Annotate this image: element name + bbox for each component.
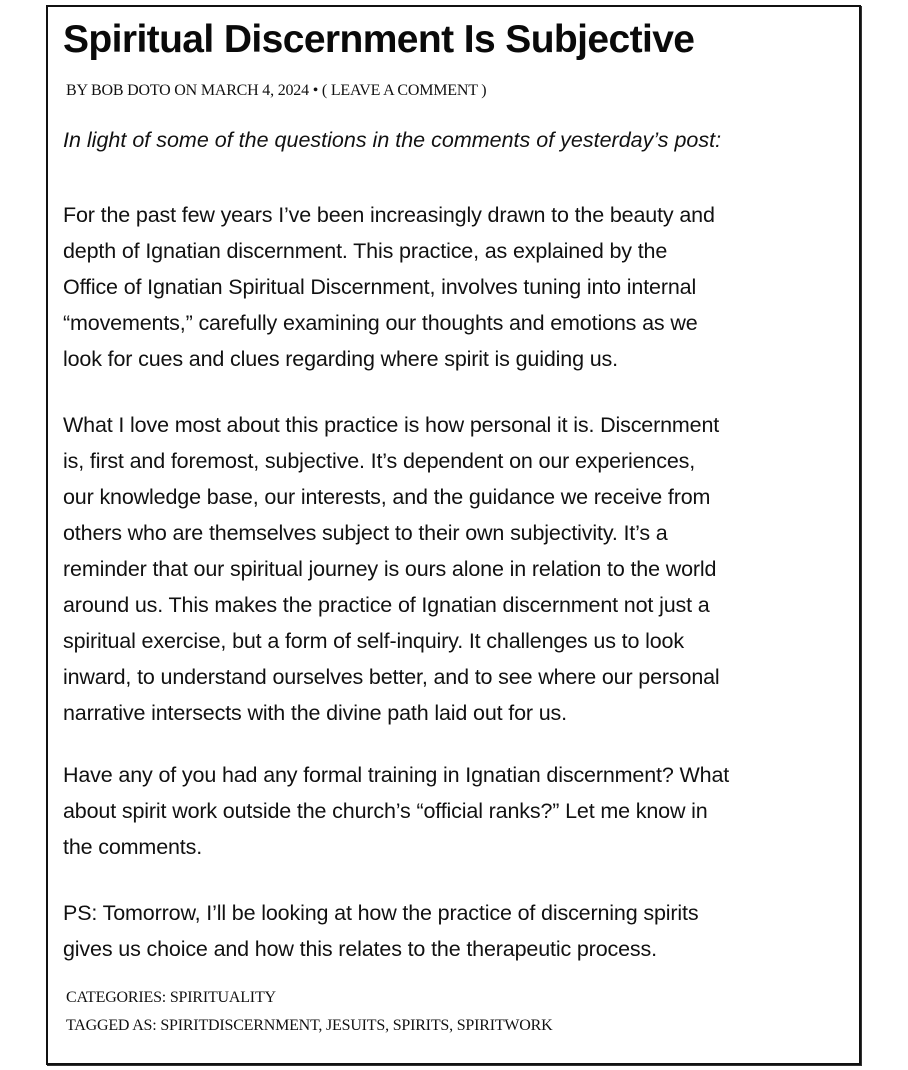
paragraph-line: “movements,” carefully examining our thoughts and emotions as we bbox=[63, 311, 698, 335]
paragraph-line: gives us choice and how this relates to the therapeutic process. bbox=[63, 937, 657, 961]
tag-link[interactable]: SPIRITWORK bbox=[456, 1017, 553, 1034]
post-title[interactable]: Spiritual Discernment Is Subjective bbox=[63, 18, 695, 61]
paragraph-line: What I love most about this practice is how personal it is. Discernment bbox=[63, 413, 720, 437]
tag-link[interactable]: SPIRITS bbox=[392, 1017, 450, 1034]
paragraph-line: our knowledge base, our interests, and the guidance we receive from bbox=[63, 485, 711, 509]
paragraph-line: inward, to understand ourselves better, and to see where our personal bbox=[63, 665, 720, 689]
blog-post bbox=[46, 5, 861, 1065]
paragraph-line: narrative intersects with the divine path laid out for us. bbox=[63, 701, 567, 725]
tag-separator: , bbox=[318, 1017, 327, 1034]
paragraph-line: others who are themselves subject to their own subjectivity. It’s a bbox=[63, 521, 668, 545]
category-link[interactable]: SPIRITUALITY bbox=[169, 989, 276, 1006]
paragraph-1 bbox=[63, 197, 715, 377]
leave-comment-link[interactable]: ( LEAVE A COMMENT ) bbox=[321, 82, 487, 99]
byline-separator: • bbox=[308, 82, 322, 99]
tags-row bbox=[66, 1012, 553, 1040]
tags-label: TAGGED AS: bbox=[66, 1017, 161, 1034]
paragraph-line: spiritual exercise, but a form of self-inquiry. It challenges us to look bbox=[63, 629, 684, 653]
paragraph-line: reminder that our spiritual journey is ours alone in relation to the world bbox=[63, 557, 717, 581]
paragraph-2 bbox=[63, 407, 720, 731]
paragraph-line: Office of Ignatian Spiritual Discernment, involves tuning into internal bbox=[63, 275, 697, 299]
paragraph-line: about spirit work outside the church’s “official ranks?” Let me know in bbox=[63, 799, 708, 823]
tag-link[interactable]: SPIRITDISCERNMENT bbox=[160, 1017, 319, 1034]
author-link[interactable]: BOB DOTO bbox=[91, 82, 171, 99]
categories-row bbox=[66, 984, 553, 1012]
post-date-link[interactable]: MARCH 4, 2024 bbox=[200, 82, 309, 99]
byline-by-prefix: BY bbox=[66, 82, 92, 99]
tag-separator: , bbox=[385, 1017, 393, 1034]
post-intro: In light of some of the questions in the comments of yesterday’s post: bbox=[63, 128, 722, 152]
paragraph-3 bbox=[63, 757, 729, 865]
paragraph-4 bbox=[63, 895, 698, 967]
tag-link[interactable]: JESUITS bbox=[326, 1017, 386, 1034]
post-meta bbox=[66, 984, 553, 1040]
tag-separator: , bbox=[449, 1017, 457, 1034]
paragraph-line: depth of Ignatian discernment. This practice, as explained by the bbox=[63, 239, 668, 263]
paragraph-line: PS: Tomorrow, I’ll be looking at how the practice of discerning spirits bbox=[63, 901, 699, 925]
paragraph-line: around us. This makes the practice of Ignatian discernment not just a bbox=[63, 593, 710, 617]
byline-on-prefix: ON bbox=[170, 82, 201, 99]
paragraph-line: is, first and foremost, subjective. It’s dependent on our experiences, bbox=[63, 449, 696, 473]
paragraph-line: look for cues and clues regarding where spirit is guiding us. bbox=[63, 347, 618, 371]
post-byline bbox=[66, 82, 486, 100]
paragraph-line: the comments. bbox=[63, 835, 203, 859]
paragraph-line: Have any of you had any formal training in Ignatian discernment? What bbox=[63, 763, 730, 787]
paragraph-line: For the past few years I’ve been increasingly drawn to the beauty and bbox=[63, 203, 715, 227]
categories-label: CATEGORIES: bbox=[66, 989, 170, 1006]
